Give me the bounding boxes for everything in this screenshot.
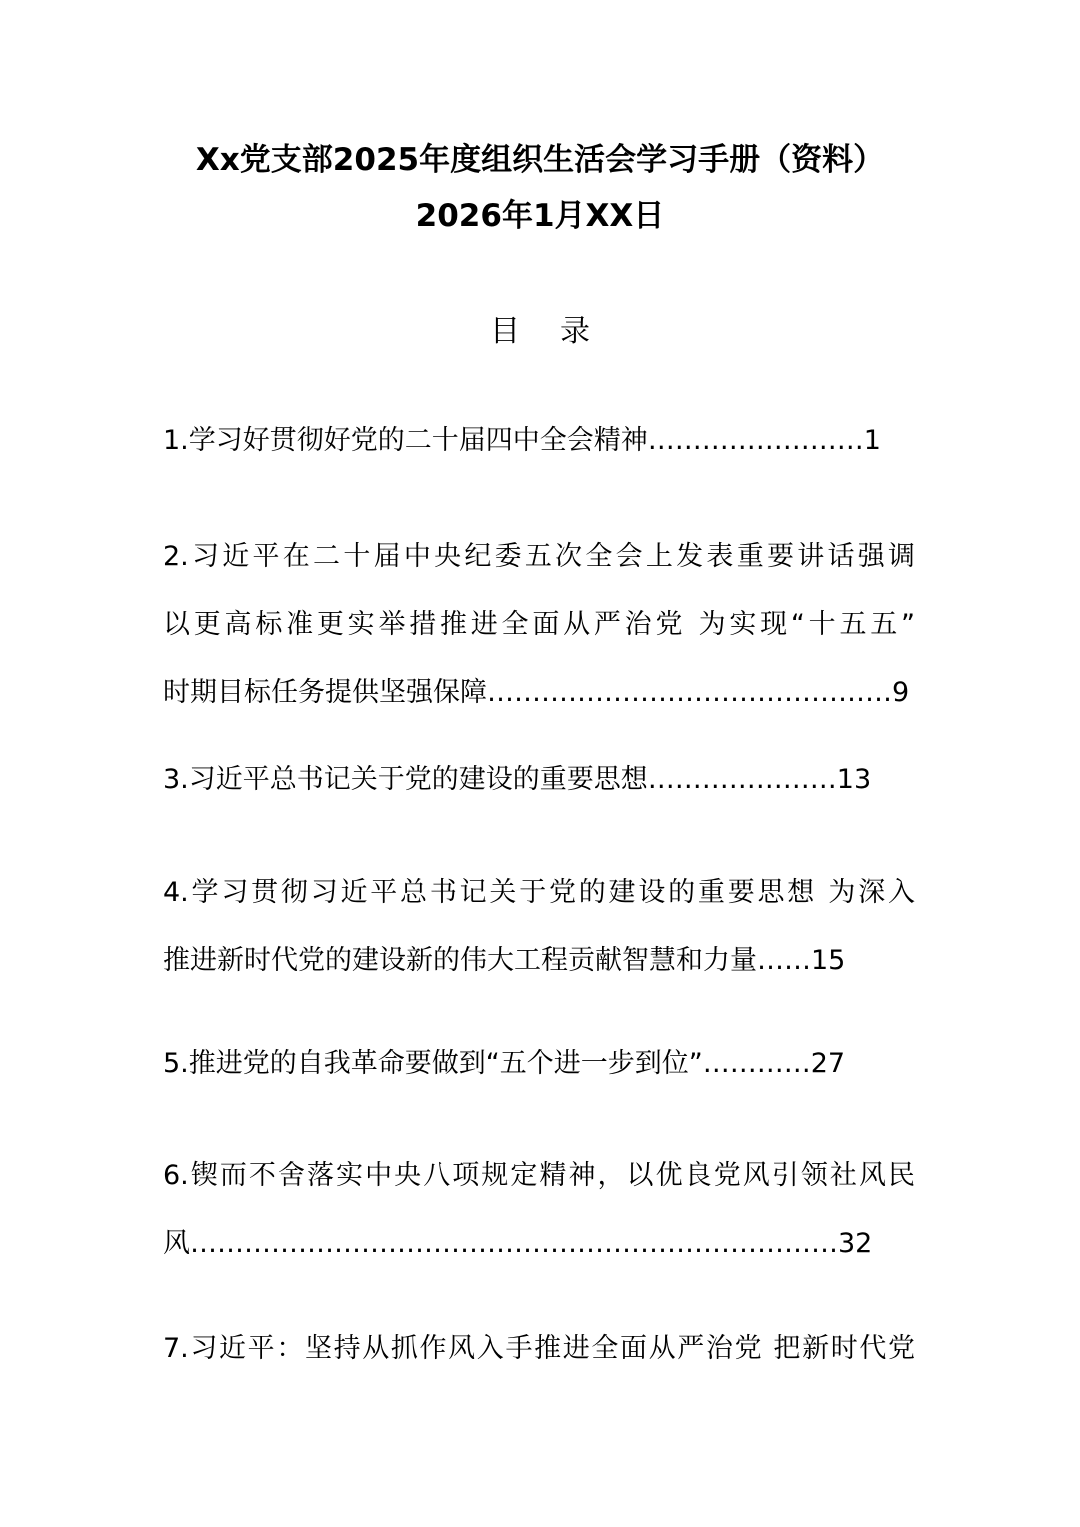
toc-entry-2[interactable] [163,540,915,710]
toc-entry-5[interactable] [163,1047,915,1081]
toc-entry-7[interactable] [163,1332,915,1366]
toc-entry-5-line-1: 5.推进党的自我革命要做到“五个进一步到位”…………27 [163,1048,846,1079]
document-title: Xx党支部2025年度组织生活会学习手册（资料） [195,142,885,178]
toc-entry-4-line-1: 4.学习贯彻习近平总书记关于党的建设的重要思想 为深入 [163,877,915,908]
toc-entry-2-line-2: 以更高标准更实举措推进全面从严治党 为实现“十五五” [163,609,915,640]
document-date: 2026年1月XX日 [415,198,665,234]
toc-entry-2-line-3: 时期目标任务提供坚强保障………………………………………9 [163,677,910,708]
toc-entry-1-line-1: 1.学习好贯彻好党的二十届四中全会精神……………………1 [163,425,881,456]
toc-entry-1[interactable] [163,424,915,458]
toc-entry-4[interactable] [163,876,915,978]
toc-entry-3-line-1: 3.习近平总书记关于党的建设的重要思想…………………13 [163,764,872,795]
toc-entry-6-line-1: 6.锲而不舍落实中央八项规定精神，以优良党风引领社风民 [163,1160,915,1191]
toc-heading: 目录 [490,314,630,349]
toc-entry-2-line-1: 2.习近平在二十届中央纪委五次全会上发表重要讲话强调 [163,541,915,572]
toc-entry-6-line-2: 风………………………………………………………………32 [163,1228,873,1259]
toc-entry-6[interactable] [163,1159,915,1261]
toc-entry-3[interactable] [163,763,915,797]
toc-entry-4-line-2: 推进新时代党的建设新的伟大工程贡献智慧和力量……15 [163,945,846,976]
toc-entry-7-line-1: 7.习近平：坚持从抓作风入手推进全面从严治党 把新时代党 [163,1333,915,1364]
